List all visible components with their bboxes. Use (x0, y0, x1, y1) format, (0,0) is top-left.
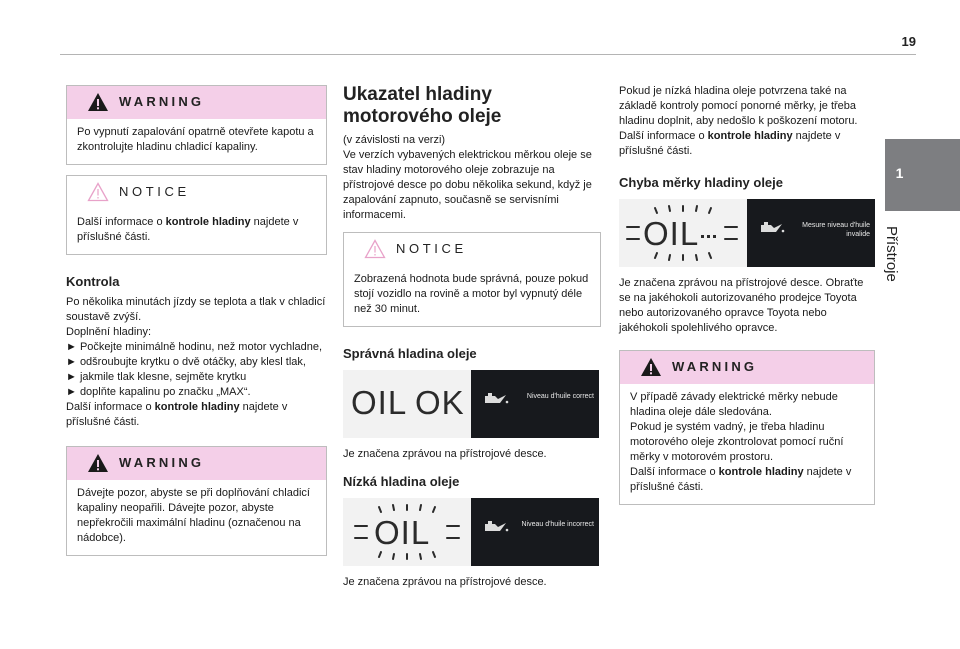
warning-box-scald (66, 446, 327, 556)
warning-more-link[interactable]: kontrole hladiny (718, 466, 804, 478)
notice-title: NOTICE (396, 241, 467, 256)
warning-text: Po vypnutí zapalování opatrně otevřete kapotu a zkontrolujte hladinu chladicí kapaliny. (77, 126, 314, 153)
warning-header (67, 86, 326, 119)
notice-header (67, 176, 326, 209)
kontrola-more-link[interactable]: kontrole hladiny (154, 401, 240, 413)
caption-correct: Je značena zprávou na přístrojové desce. (343, 448, 547, 460)
notice-text-link[interactable]: kontrole hladiny (165, 216, 251, 228)
confirm-low-text: Pokud je nízká hladina oleje potvrzena také na základě kontroly pomocí ponorné měrky, je třeba hladinu doplnit, aby nedošlo k poškození motoru. (619, 85, 858, 127)
col3-more-post: najdete v příslušné části. (619, 130, 841, 157)
warning-title: WARNING (119, 94, 205, 109)
notice-text-pre: Další informace o (77, 216, 166, 228)
warning-more-pre: Další informace o (630, 466, 719, 478)
main-heading-line-2: motorového oleje (343, 106, 502, 127)
kontrola-more-pre: Další informace o (66, 401, 155, 413)
kontrola-step-1: ► Počkejte minimálně hodinu, než motor vychladne, (66, 341, 323, 353)
notice-title: NOTICE (119, 184, 190, 199)
display-oil-label: OIL (374, 514, 431, 551)
display-correct-level (343, 370, 599, 438)
notice-text-post: najdete v příslušné části. (77, 216, 299, 243)
warning-triangle-icon (640, 357, 662, 377)
warning-more-post: najdete v příslušné části. (630, 466, 852, 493)
display-left-panel (343, 370, 471, 438)
chapter-label (883, 226, 914, 326)
notice-text (67, 209, 326, 254)
header-rule (60, 54, 916, 55)
column-1 (66, 60, 327, 556)
main-heading-line-1: Ukazatel hladiny (343, 84, 492, 105)
warning-more (630, 465, 864, 495)
display-oil-label: OIL (351, 384, 408, 421)
warning-title: WARNING (672, 359, 758, 374)
page-number: 19 (901, 34, 916, 49)
display-ok-label: OK (415, 384, 465, 421)
display-message: Niveau d'huile incorrect (521, 521, 594, 528)
warning-header (67, 447, 326, 480)
kontrola-p2: Doplnění hladiny: (66, 326, 152, 338)
display-message: Mesure niveau d'huile invalide (802, 222, 870, 238)
notice-box-reading (343, 232, 601, 327)
notice-header (344, 233, 600, 266)
warning-header (620, 351, 874, 384)
chapter-label-text: Přístroje (883, 226, 900, 282)
chapter-tab[interactable] (885, 139, 960, 211)
kontrola-step-4: ► doplňte kapalinu po značku „MAX“. (66, 386, 251, 398)
oil-indicator-intro: (v závislosti na verzi) Ve verzích vybavených elektrickou měrkou oleje se stav hladiny motorového oleje zobrazuje na přístrojové desce po dobu několika sekund, když je zapalování zapnuto, současně se servisními informacemi. (343, 134, 592, 221)
notice-triangle-icon (364, 239, 386, 259)
warning-box-gauge (619, 350, 875, 505)
notice-box-level (66, 175, 327, 255)
warning-body (620, 384, 874, 504)
display-low-level (343, 498, 599, 566)
warning-text: V případě závady elektrické měrky nebude hladina oleje dále sledována. Pokud je systém vadný, je třeba hladinu motorového oleje zkontrolovat pomocí ruční měrky v motorovém prostoru. (630, 391, 844, 463)
display-gauge-fault (619, 199, 875, 267)
display-message: Niveau d'huile correct (526, 393, 594, 400)
section-heading-low: Nízká hladina oleje (343, 474, 460, 489)
caption-low: Je značena zprávou na přístrojové desce. (343, 576, 547, 588)
section-heading-correct: Správná hladina oleje (343, 346, 477, 361)
main-heading (343, 84, 601, 128)
notice-text: Zobrazená hodnota bude správná, pouze pokud stojí vozidlo na rovině a motor byl vypnutý déle než 30 minut. (354, 273, 589, 315)
col3-more-link[interactable]: kontrole hladiny (707, 130, 793, 142)
warning-triangle-icon (87, 453, 109, 473)
kontrola-p1: Po několika minutách jízdy se teplota a tlak v chladicí soustavě zvýší. (66, 296, 326, 323)
section-heading-missing: Chyba měrky hladiny oleje (619, 175, 784, 190)
caption-gauge-fault: Je značena zprávou na přístrojové desce. Obraťte se na jakéhokoli autorizovaného prodejce Toyota nebo autorizovaného opravce Toyota nebo jakéhokoli spolehlivého opravce. (619, 277, 864, 334)
warning-box-coolant (66, 85, 327, 165)
notice-triangle-icon (87, 182, 109, 202)
column-2 (343, 60, 601, 590)
warning-text: Dávejte pozor, abyste se při doplňování chladicí kapaliny neopařili. Dávejte pozor, abyste nepřekročili maximální hladinu (označenou na nádobce). (77, 487, 310, 544)
column-3 (619, 60, 875, 505)
oil-can-icon (481, 516, 511, 536)
warning-title: WARNING (119, 455, 205, 470)
kontrola-more-post: najdete v příslušné části. (66, 401, 288, 428)
oil-can-icon (757, 217, 787, 237)
warning-triangle-icon (87, 92, 109, 112)
display-oil-label: OIL (643, 215, 700, 252)
chapter-number: 1 (895, 165, 904, 181)
section-heading-kontrola: Kontrola (66, 274, 120, 289)
col3-more (619, 129, 875, 159)
oil-can-icon (481, 388, 511, 408)
kontrola-step-3: ► jakmile tlak klesne, sejměte krytku (66, 371, 247, 383)
kontrola-step-2: ► odšroubujte krytku o dvě otáčky, aby klesl tlak, (66, 356, 306, 368)
col3-more-pre: Další informace o (619, 130, 708, 142)
kontrola-body (66, 295, 327, 430)
kontrola-more (66, 400, 327, 430)
